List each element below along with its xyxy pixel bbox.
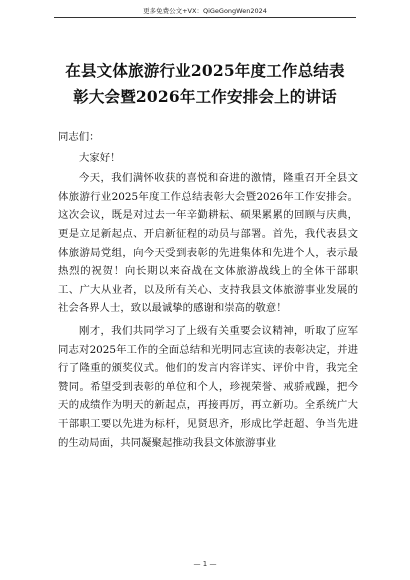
speech-body — [58, 128, 358, 452]
page-number: — 1 — — [193, 560, 217, 568]
document-title — [40, 58, 370, 110]
greeting: 大家好！ — [79, 151, 121, 164]
paragraph-1: 今天，我们满怀收获的喜悦和奋进的激情，隆重召开全县文体旅游行业2025年度工作总结表彰大会暨2026年工作安排会。这次会议，既是对过去一年辛勤耕耘、硕果累累的回顾与庆典，更是立足新起点、开启新征程的动员与部署。首先，我代表县文体旅游局党组，向今天受到表彰的先进集体和先进个人，表示最热烈的祝贺！向长期以来奋战在文体旅游战线上的全体干部职工、广大从业者，以及所有关心、支持我县文体旅游事业发展的社会各界人士，致以最诚挚的感谢和崇高的敬意！ — [58, 172, 358, 315]
paragraph-2: 刚才，我们共同学习了上级有关重要会议精神，听取了应军同志对2025年工作的全面总结和光明同志宣读的表彰决定，并进行了隆重的颁奖仪式。他们的发言内容详实、评价中肯，我完全赞同。希望受到表彰的单位和个人，珍视荣誉、戒骄戒躁，把今天的成绩作为明天的新起点，再接再厉，再立新功。全系统广大干部职工要以先进为标杆，见贤思齐，形成比学赶超、争当先进的生动局面，共同凝聚起推动我县文体旅游事业 — [58, 324, 358, 449]
header-divider — [54, 17, 356, 18]
header-note: 更多免费公文+VX：QiGeGongWen2024 — [143, 7, 267, 15]
title-line-1: 在县文体旅游行业2025年度工作总结表 — [65, 61, 345, 80]
salutation: 同志们： — [58, 131, 100, 143]
title-line-2: 彰大会暨2026年工作安排会上的讲话 — [73, 87, 337, 106]
